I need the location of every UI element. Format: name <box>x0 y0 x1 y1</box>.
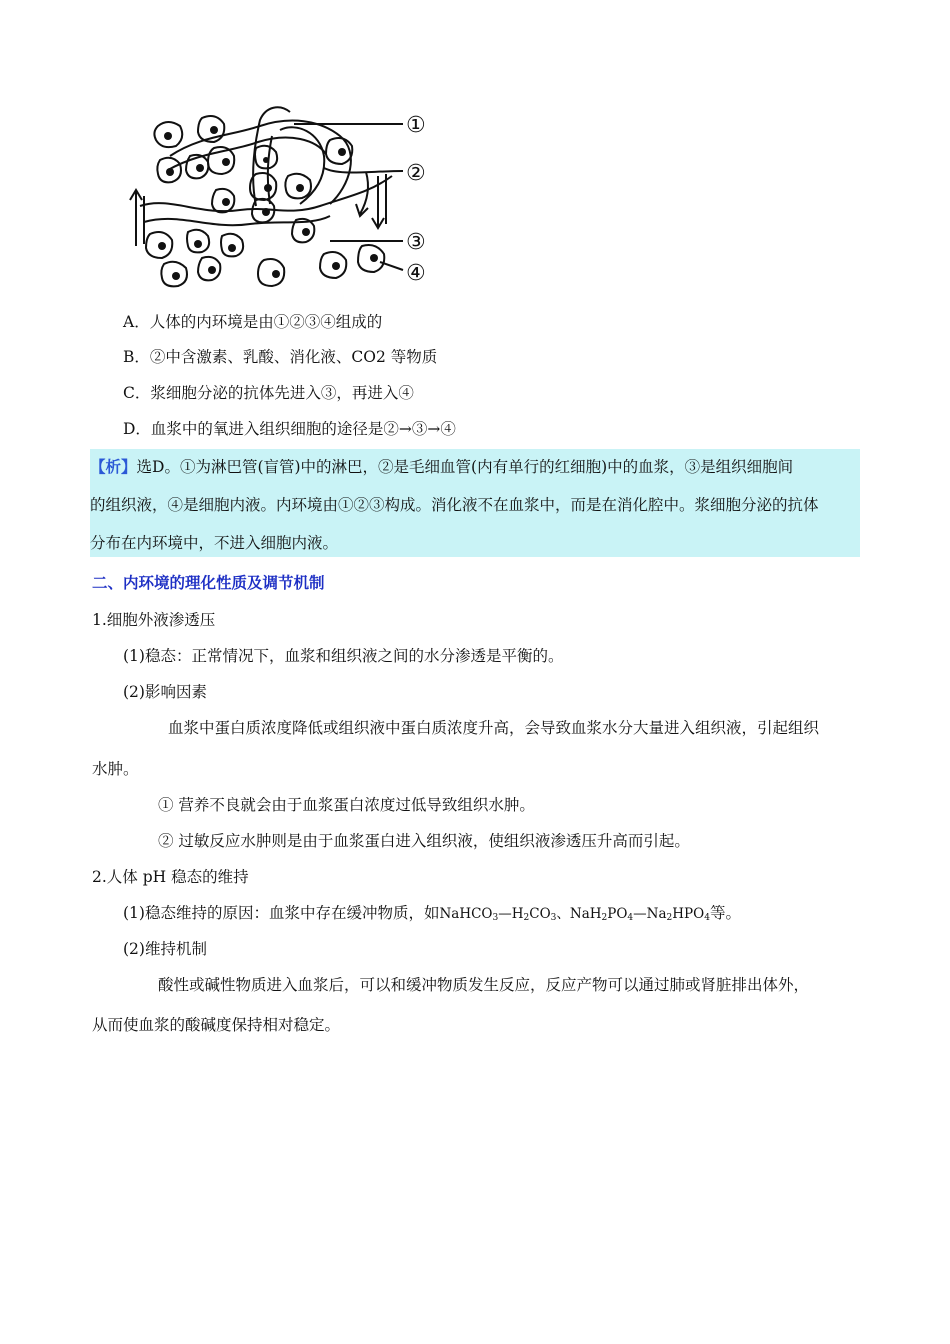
para-mechanism-heading: (2)维持机制 <box>123 940 207 958</box>
diagram-label-4: ④ <box>406 261 426 286</box>
para-mechanism-line1: 酸性或碱性物质进入血浆后，可以和缓冲物质发生反应，反应产物可以通过肺或肾脏排出体外， <box>158 976 810 994</box>
option-d: D．血浆中的氧进入组织细胞的途径是②→③→④ <box>123 420 456 438</box>
heading-ph: 2.人体 pH 稳态的维持 <box>92 868 249 886</box>
tissue-diagram <box>120 96 450 296</box>
option-c: C．浆细胞分泌的抗体先进入③，再进入④ <box>123 384 414 402</box>
option-a: A．人体的内环境是由①②③④组成的 <box>123 313 383 331</box>
para-factors-line2: 水肿。 <box>92 760 139 778</box>
diagram-label-1: ① <box>406 113 426 138</box>
para-malnutrition: ① 营养不良就会由于血浆蛋白浓度过低导致组织水肿。 <box>158 796 535 814</box>
analysis-line-1 <box>90 455 793 477</box>
diagram-label-2: ② <box>406 161 426 186</box>
diagram-label-3: ③ <box>406 230 426 255</box>
para-steady-state: (1)稳态：正常情况下，血浆和组织液之间的水分渗透是平衡的。 <box>123 647 564 665</box>
cell-nuclei <box>158 126 378 280</box>
option-b: B．②中含激素、乳酸、消化液、CO2 等物质 <box>123 348 438 366</box>
analysis-line-3: 分布在内环境中，不进入细胞内液。 <box>90 534 339 552</box>
analysis-line-2: 的组织液，④是细胞内液。内环境由①②③构成。消化液不在血浆中，而是在消化腔中。浆细胞分泌的抗体 <box>90 496 819 514</box>
para-factors-line1: 血浆中蛋白质浓度降低或组织液中蛋白质浓度升高，会导致血浆水分大量进入组织液，引起组织 <box>168 719 820 737</box>
tissue-diagram-drawing <box>120 96 450 296</box>
analysis-text-1: 选D。①为淋巴管(盲管)中的淋巴，②是毛细血管(内有单行的红细胞)中的血浆，③是组织细胞间 <box>136 458 794 476</box>
section-title: 二、内环境的理化性质及调节机制 <box>92 574 325 592</box>
para-buffer: (1)稳态维持的原因：血浆中存在缓冲物质，如$NaHCO_3—H_2CO_3$、$NaH_2PO_4—Na_2HPO_4$等。 <box>123 904 741 923</box>
tissue-cells <box>146 116 384 286</box>
heading-osmotic: 1.细胞外液渗透压 <box>92 611 216 629</box>
analysis-tag: 【析】 <box>90 457 137 476</box>
para-mechanism-line2: 从而使血浆的酸碱度保持相对稳定。 <box>92 1016 341 1034</box>
para-factors-heading: (2)影响因素 <box>123 683 207 701</box>
para-allergy: ② 过敏反应水肿则是由于血浆蛋白进入组织液，使组织液渗透压升高而引起。 <box>158 832 690 850</box>
analysis-box <box>90 449 860 557</box>
